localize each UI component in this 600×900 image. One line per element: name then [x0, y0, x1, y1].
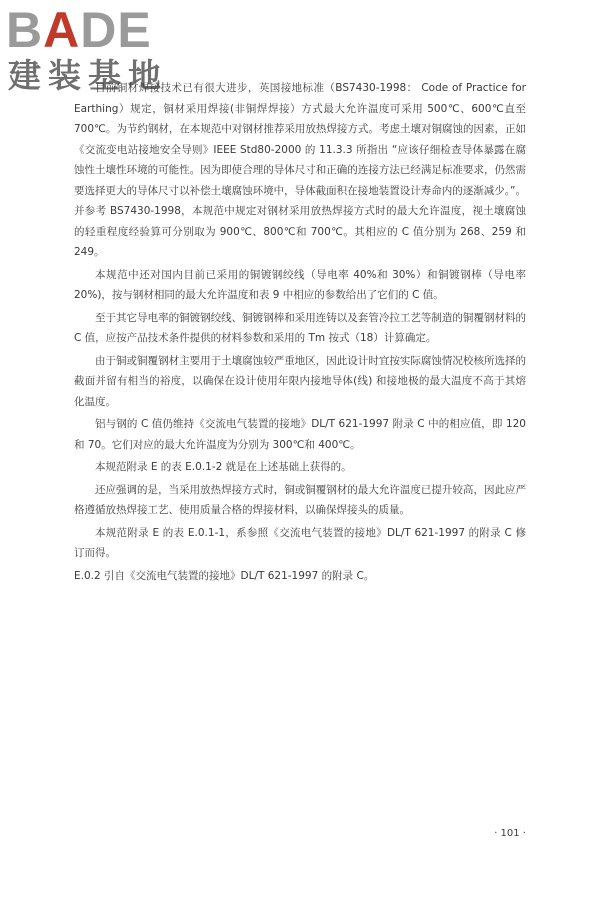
paragraph-corrosion-margin: 由于铜或铜覆钢材主要用于土壤腐蚀较严重地区，因此设计时宜按实际腐蚀情况校核所选择的截面并留有相当的裕度，以确保在设计使用年限内接地导体(线) 和接地极的最大温度不高于其熔化温度。 — [74, 354, 526, 408]
page-number: · 101 · — [494, 828, 526, 839]
logo-subtitle: 建装基地 — [8, 56, 168, 95]
paragraph-e02-source: E.0.2 引自《交流电气装置的接地》DL/T 621-1997 的附录 C。 — [74, 569, 375, 582]
paragraph-table-e011: 本规范附录 E 的表 E.0.1-1，系参照《交流电气装置的接地》DL/T 621-1997 的附录 C 修订而得。 — [74, 526, 526, 559]
paragraph-welding-quality: 还应强调的是，当采用放热焊接方式时，铜或铜覆钢材的最大允许温度已提升较高，因此应严格遵循放热焊接工艺、使用质量合格的焊接材料，以确保焊接头的质量。 — [74, 483, 526, 516]
paragraph-other-conductivity: 至于其它导电率的铜镀钢绞线、铜镀钢棒和采用连铸以及套管冷拉工艺等制造的铜覆钢材料的 C 值，应按产品技术条件提供的材料参数和采用的 Tm 按式（18）计算确定。 — [74, 311, 526, 344]
logo-wordmark: BADE — [6, 2, 152, 58]
paragraph-aluminum-steel: 铝与钢的 C 值仍维持《交流电气装置的接地》DL/T 621-1997 附录 C 中的相应值，即 120 和 70。它们对应的最大允许温度为分别为 300℃和 400℃。 — [74, 418, 526, 451]
logo-accent-letter: A — [43, 2, 81, 58]
document-body — [74, 78, 526, 588]
paragraph-copper-clad-values: 本规范中还对国内目前已采用的铜镀钢绞线（导电率 40%和 30%）和铜镀钢棒（导电率 20%)，按与钢材相同的最大允许温度和表 9 中相应的参数给出了它们的 C 值。 — [74, 268, 526, 301]
paragraph-temperature-limits: 目前铜材焊接技术已有很大进步，英国接地标准（BS7430-1998： Code of Practice for Earthing）规定，铜材采用焊接(非铜焊焊接）方式最大允许温度可采用 500℃、600℃直至 700℃。为节约钢材，在本规范中对钢材推荐采用放热焊接方式。考虑土壤对铜腐蚀的因素，正如《交流变电站接地安全导则》IEEE Std80-2000 的 11.3.3 所指出 “应该仔细检查导体暴露在腐蚀性土壤性环境的可能性。因为即使合理的导体尺寸和正确的连接方法已经满足标准要求，仍然需要选择更大的导体尺寸以补偿土壤腐蚀环境中，导体截面积在接地装置设计寿命内的逐渐减少。”。并参考 BS7430-1998，本规范中规定对钢材采用放热焊接方式时的最大允许温度，视土壤腐蚀的轻重程度经验算可分别取为 900℃、800℃和 700℃。其相应的 C 值分别为 268、259 和 249。 — [74, 82, 526, 258]
paragraph-table-e012: 本规范附录 E 的表 E.0.1-2 就是在上述基础上获得的。 — [95, 461, 352, 473]
